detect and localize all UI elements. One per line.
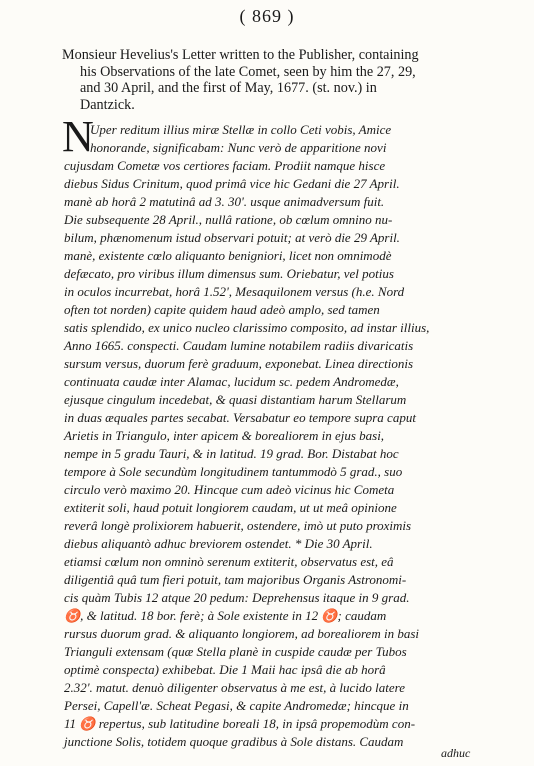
body-line: diebus Sidus Crinitum, quod primâ vice hic Gedani die 27 April. [64,176,400,191]
body-line: Arietis in Triangulo, inter apicem & borealiorem in ejus basi, [64,428,385,443]
heading-line: Dantzick. [80,96,135,113]
body-line: manè ab horâ 2 matutinâ ad 3. 30'. usque animadversum fuit. [64,194,385,209]
body-line: Die subsequente 28 April., nullâ ratione, ob cœlum omnino nu- [64,212,393,227]
body-line: junctione Solis, totidem quoque gradibus à Sole distans. Caudam [64,734,404,749]
body-line: ejusque cingulum incedebat, & quasi distantiam harum Stellarum [64,392,407,407]
body-line: rursus duorum grad. & aliquanto longiorem, ad borealiorem in basi [64,626,419,641]
body-line: Anno 1665. conspecti. Caudam lumine notabilem radiis divaricatis [64,338,414,353]
body-line: in oculos incurrebat, horâ 1.52', Mesaquilonem versus (h.e. Nord [64,284,405,299]
body-line: ♉, & latitud. 18 bor. ferè; à Sole existente in 12 ♉; caudam [64,608,387,623]
body-line: diligentiâ quâ tum fieri potuit, tam majoribus Organis Astronomi- [64,572,407,587]
body-line: Persei, Capell'æ. Scheat Pegasi, & capite Andromedæ; hincque in [64,698,409,713]
body-line: cis quàm Tubis 12 atque 20 pedum: Deprehensus itaque in 9 grad. [64,590,410,605]
heading-line: his Observations of the late Comet, seen by him the 27, 29, [80,63,416,80]
page-number: ( 869 ) [239,6,295,26]
body-line: sursum versus, duorum ferè graduum, exponebat. Linea directionis [64,356,414,371]
drop-cap: N [62,112,94,161]
body-line: optimè conspecta) exhibebat. Die 1 Maii hac ipsâ die ab horâ [64,662,386,677]
body-line: 2.32'. matut. denuò diligenter observatus à me est, à lucido latere [64,680,405,695]
body-line: often tot norden) capite quidem haud adeò amplo, sed tamen [64,302,380,317]
letter-heading [62,47,482,113]
body-line: manè, existente cœlo aliquanto benigniori, licet non omnimodè [64,248,392,263]
body-line: bilum, phænomenum istud observari potuit; at verò die 29 April. [64,230,400,245]
body-line: cujusdam Cometæ vos certiores faciam. Prodiit namque hisce [64,158,386,173]
heading-line: and 30 April, and the first of May, 1677. (st. nov.) in [80,80,377,96]
body-line: Uper reditum illius miræ Stellæ in collo Ceti vobis, Amice [90,122,392,137]
catchword: adhuc [441,746,471,760]
body-line: Trianguli extensam (quæ Stella planè in cuspide caudæ per Tubos [64,644,407,659]
body-line: reverâ longè prolixiorem habuerit, ostendere, imò ut puto proximis [64,518,412,533]
body-line: nempe in 5 gradu Tauri, & in latitud. 19 grad. Bor. Distabat hoc [64,446,399,461]
body-line: circulo verò maximo 20. Hincque cum adeò vicinus hic Cometa [64,482,395,497]
body-line: 11 ♉ repertus, sub latitudine boreali 18, in ipsâ propemodùm con- [64,716,416,731]
body-line: satis splendido, ex unico nucleo clarissimo composito, ad instar illius, [64,320,430,335]
body-line: tempore à Sole secundùm longitudinem tantummodò 5 grad., suo [64,464,403,479]
body-line: etiamsi cœlum non omninò serenum extiterit, observatus est, eâ [64,554,394,569]
body-line: extiterit soli, haud potuit longiorem caudam, ut ut meâ opinione [64,500,397,515]
letter-body [62,112,490,751]
body-line: honorande, significabam: Nunc verò de apparitione novi [90,140,387,155]
body-line: in duas æquales partes secabat. Versabatur eo tempore supra caput [64,410,416,425]
heading-line: Monsieur Hevelius's Letter written to the Publisher, containing [62,47,419,63]
body-line: diebus aliquantò adhuc breviorem ostendet. * Die 30 April. [64,536,373,551]
body-line: continuata caudæ inter Alamac, lucidum sc. pedem Andromedæ, [64,374,399,389]
body-line: defæcato, pro viribus illum dimensus sum. Oriebatur, vel potius [64,266,394,281]
